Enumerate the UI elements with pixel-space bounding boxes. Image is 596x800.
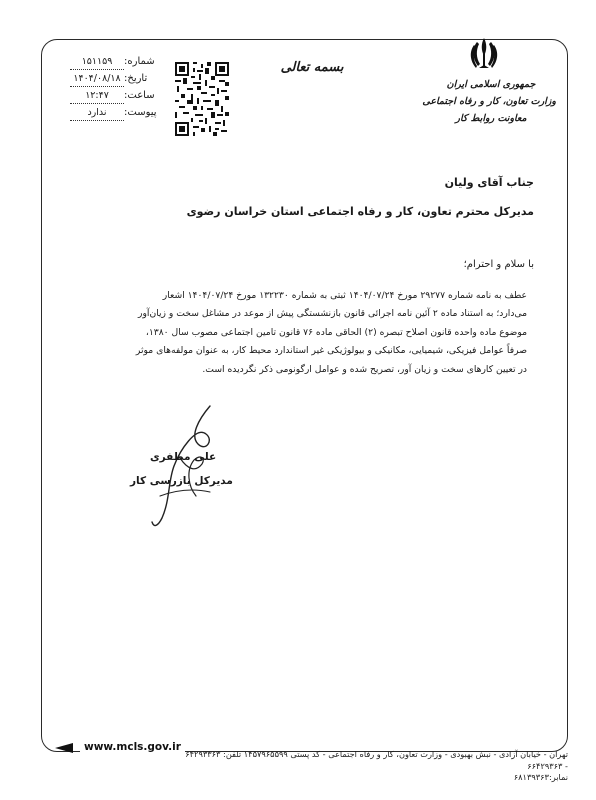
body-line: صرفاً عوامل فیزیکی، شیمیایی، مکانیکی و بیولوژیکی غیر استاندارد محیط کار، به عنوان مولفه‌های موثر (135, 345, 527, 357)
letter-time-label: ساعت: (124, 90, 155, 101)
bismillah-heading: بسمه تعالی (280, 60, 344, 75)
meta-time-row (60, 89, 160, 106)
signer-title: مدیرکل بازرسی کار (130, 475, 233, 487)
ministry-header (422, 76, 556, 127)
letter-date-label: تاریخ: (124, 73, 148, 84)
letter-attachment-label: پیوست: (124, 107, 157, 118)
website-link[interactable]: www.mcls.gov.ir (80, 741, 185, 753)
footer-address: تهران - خیابان آزادی - نبش بهبودی - وزارت تعاون، کار و رفاه اجتماعی - کد پستی ۱۴۵۷۹۶۵۵۹۹ تلفن: ۶۴۲۹۳۳۶۳ (185, 749, 568, 759)
letter-meta (60, 55, 160, 123)
handwritten-signature-icon (140, 400, 240, 530)
website-arrow-icon (55, 743, 73, 753)
body-line: عطف به نامه شماره ۲۹۲۷۷ مورخ ۱۴۰۴/۰۷/۲۴ ثبتی به شماره ۱۳۲۲۳۰ مورخ ۱۴۰۴/۰۷/۲۴ اشعار (162, 290, 527, 301)
iran-emblem-icon (468, 36, 500, 70)
letter-time: ۱۲:۴۷ (70, 89, 124, 104)
letter-attachment: ندارد (70, 106, 124, 121)
meta-attachment-row (60, 106, 160, 123)
body-line: موضوع ماده واحده قانون اصلاح تبصره (۲) الحاقی ماده ۷۶ قانون تامین اجتماعی مصوب سال ۱۳۸۰، (145, 326, 527, 338)
qr-code-icon (175, 62, 229, 136)
body-line: می‌دارد؛ به استناد ماده ۲ آئین نامه اجرائی قانون بازنشستگی پیش از موعد در مشاغل سخت و زیان‌آور (138, 308, 527, 320)
recipient-title: مدیرکل محترم تعاون، کار و رفاه اجتماعی استان خراسان رضوی (186, 205, 534, 218)
salutation: با سلام و احترام؛ (463, 259, 534, 270)
ministry-line-country: جمهوری اسلامی ایران (446, 79, 536, 90)
letter-body (73, 287, 527, 379)
footer-address-continued: - ۶۶۴۲۹۳۶۳ (527, 761, 568, 771)
letter-number: ۱۵۱۱۵۹ (70, 55, 124, 70)
recipient-name: جناب آقای ولیان (444, 176, 534, 189)
footer-fax: نمابر:۶۸۱۳۹۳۶۳ (513, 772, 568, 782)
ministry-line-ministry: وزارت تعاون، کار و رفاه اجتماعی (422, 96, 556, 107)
signer-name: علی مظفری (150, 451, 217, 463)
letter-number-label: شماره: (124, 56, 155, 67)
ministry-line-deputy: معاونت روابط کار (455, 113, 527, 124)
meta-number-row (60, 55, 160, 72)
body-line: در تعیین کارهای سخت و زیان آور، تصریح شده و عوامل ارگونومی ذکر نگردیده است. (202, 363, 527, 375)
letter-frame (41, 39, 568, 752)
letter-date: ۱۴۰۴/۰۸/۱۸ (70, 72, 124, 87)
meta-date-row (60, 72, 160, 89)
